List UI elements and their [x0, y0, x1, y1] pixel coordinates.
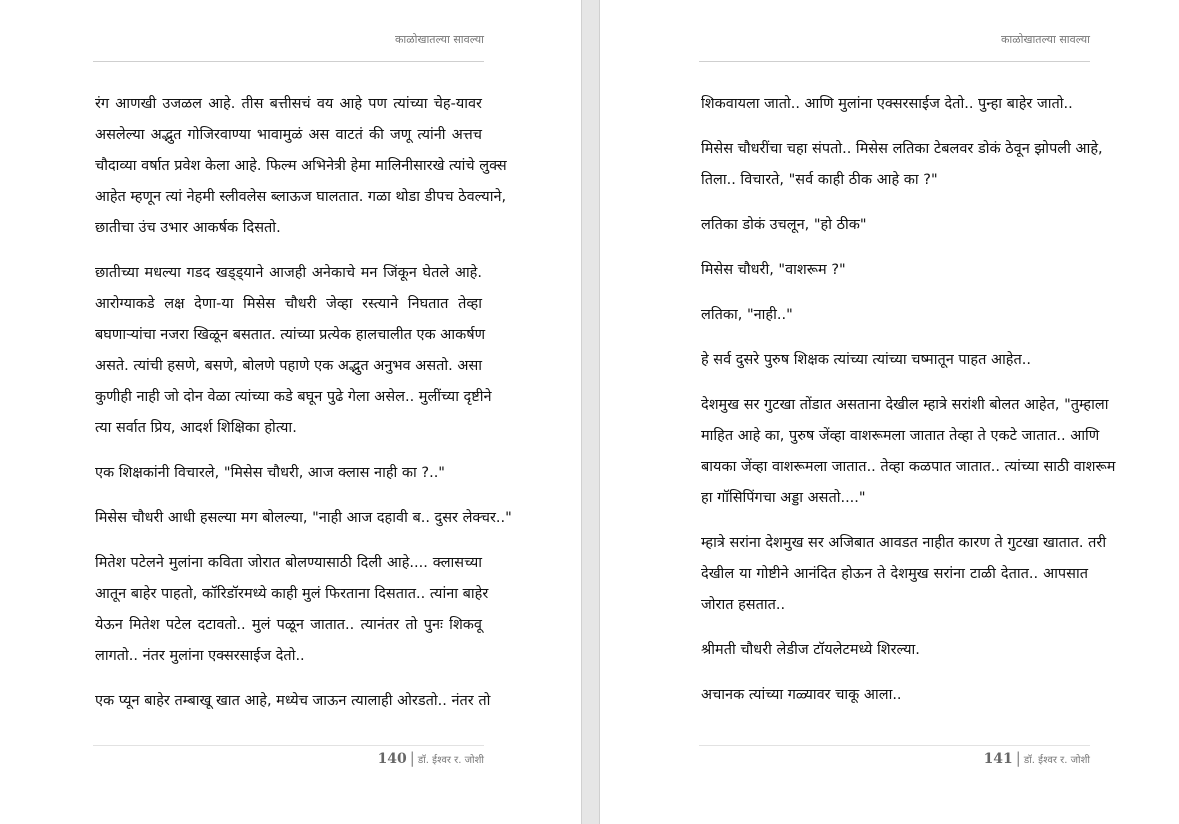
- text-line: शिकवायला जातो.. आणि मुलांना एक्सरसाईज देतो.. पुन्हा बाहेर जातो..: [701, 96, 1073, 112]
- footer-divider: [699, 745, 1090, 746]
- left-page: [0, 0, 581, 824]
- text-line: लागतो.. नंतर मुलांना एक्सरसाईज देतो..: [95, 648, 305, 664]
- text-line: रंग आणखी उजळल आहे. तीस बत्तीसचं वय आहे पण त्यांच्या चेह-यावर: [95, 96, 482, 112]
- running-header: काळोखातल्या सावल्या: [1000, 33, 1090, 46]
- text-line: माहित आहे का, पुरुष जेंव्हा वाशरूमला जातात तेव्हा ते एकटे जातात.. आणि: [701, 428, 1100, 444]
- text-line: एक शिक्षकांनी विचारले, "मिसेस चौधरी, आज क्लास नाही का ?..": [95, 465, 445, 481]
- text-line: हा गॉसिपिंगचा अड्डा असतो....": [701, 490, 866, 506]
- author-name: डॉ. ईश्वर र. जोशी: [417, 755, 484, 766]
- text-line: आरोग्याकडे लक्ष देणा-या मिसेस चौधरी जेव्हा रस्त्याने निघतात तेव्हा: [95, 296, 482, 312]
- text-line: कुणीही नाही जो दोन वेळा त्यांच्या कडे बघून पुढे गेला असेल.. मुलींच्या दृष्टीने: [95, 389, 492, 405]
- paragraph: [701, 303, 1088, 334]
- paragraph: [701, 213, 1088, 244]
- header-divider: [93, 61, 484, 62]
- paragraph: [95, 551, 489, 675]
- paragraph: [95, 92, 507, 247]
- text-line: येऊन मितेश पटेल दटावतो.. मुलं पळून जातात.. त्यानंतर तो पुनः शिकवू: [95, 617, 482, 633]
- text-line: छातीचा उंच उभार आकर्षक दिसतो.: [95, 220, 281, 236]
- text-line: मिसेस चौधरींचा चहा संपतो.. मिसेस लतिका टेबलवर डोकं ठेवून झोपली आहे,: [701, 141, 1103, 157]
- text-line: म्हात्रे सरांना देशमुख सर अजिबात आवडत नाहीत कारण ते गुटखा खातात. तरी: [701, 535, 1107, 551]
- header-divider: [699, 61, 1090, 62]
- footer-divider: [93, 745, 484, 746]
- text-line: बायका जेंव्हा वाशरूमला जातात.. तेव्हा कळपात जातात.. त्यांच्या साठी वाशरूम: [701, 459, 1116, 475]
- right-page: [600, 0, 1179, 824]
- paragraph: [701, 531, 1107, 624]
- text-line: अचानक त्यांच्या गळ्यावर चाकू आला..: [701, 687, 902, 703]
- text-line: आहेत म्हणून त्यां नेहमी स्लीवलेस ब्लाऊज घालतात. गळा थोडा डीपच ठेवल्याने,: [95, 189, 507, 205]
- paragraph: [95, 461, 482, 492]
- text-line: मिसेस चौधरी, "वाशरूम ?": [701, 262, 846, 278]
- page-body: [701, 92, 1116, 728]
- text-line: छातीच्या मधल्या गडद खड्ड्याने आजही अनेकाचे मन जिंकून घेतले आहे.: [95, 265, 482, 281]
- text-line: एक प्यून बाहेर तम्बाखू खात आहे, मध्येच जाऊन त्यालाही ओरडतो.. नंतर तो: [95, 693, 491, 709]
- text-line: देशमुख सर गुटखा तोंडात असताना देखील म्हात्रे सरांशी बोलत आहेत, "तुम्हाला: [701, 397, 1109, 413]
- paragraph: [701, 137, 1103, 199]
- paragraph: [701, 638, 1088, 669]
- text-line: तिला.. विचारते, "सर्व काही ठीक आहे का ?": [701, 172, 938, 188]
- text-line: आतून बाहेर पाहतो, कॉरिडॉरमध्ये काही मुलं फिरताना दिसतात.. त्यांना बाहेर: [95, 586, 489, 602]
- page-number: 141: [983, 751, 1013, 767]
- text-line: चौदाव्या वर्षात प्रवेश केला आहे. फिल्म अभिनेत्री हेमा मालिनीसारखे त्यांचे लुक्स: [95, 158, 507, 174]
- paragraph: [95, 506, 512, 537]
- text-line: जोरात हसतात..: [701, 597, 786, 613]
- text-line: देखील या गोष्टीने आनंदित होऊन ते देशमुख सरांना टाळी देतात.. आपसात: [701, 566, 1088, 582]
- paragraph: [701, 258, 1088, 289]
- text-line: श्रीमती चौधरी लेडीज टॉयलेटमध्ये शिरल्या.: [701, 642, 920, 658]
- page-body: [95, 92, 512, 734]
- text-line: हे सर्व दुसरे पुरुष शिक्षक त्यांच्या त्यांच्या चष्मातून पाहत आहेत..: [701, 352, 1031, 368]
- text-line: लतिका डोकं उचलून, "हो ठीक": [701, 217, 867, 233]
- page-footer: 141 | डॉ. ईश्वर र. जोशी: [983, 749, 1090, 767]
- page-number: 140: [377, 751, 407, 767]
- page-footer: 140 | डॉ. ईश्वर र. जोशी: [377, 749, 484, 767]
- paragraph: [701, 393, 1116, 517]
- text-line: असलेल्या अद्भुत गोजिरवाण्या भावामुळं अस वाटतं की जणू त्यांनी अत्तच: [95, 127, 482, 143]
- paragraph: [701, 348, 1088, 379]
- text-line: मितेश पटेलने मुलांना कविता जोरात बोलण्यासाठी दिली आहे.... क्लासच्या: [95, 555, 482, 571]
- text-line: असते. त्यांची हसणे, बसणे, बोलणे पहाणे एक अद्भुत अनुभव असतो. असा: [95, 358, 482, 374]
- text-line: बघणाऱ्यांचा नजरा खिळून बसतात. त्यांच्या प्रत्येक हालचालीत एक आकर्षण: [95, 327, 486, 343]
- paragraph: [95, 261, 492, 447]
- running-header: काळोखातल्या सावल्या: [394, 33, 484, 46]
- paragraph: [701, 683, 1088, 714]
- page-gutter: [581, 0, 600, 824]
- author-name: डॉ. ईश्वर र. जोशी: [1023, 755, 1090, 766]
- text-line: त्या सर्वात प्रिय, आदर्श शिक्षिका होत्या.: [95, 420, 297, 436]
- text-line: लतिका, "नाही..": [701, 307, 793, 323]
- paragraph: [701, 92, 1088, 123]
- text-line: मिसेस चौधरी आधी हसल्या मग बोलल्या, "नाही आज दहावी ब.. दुसर लेक्चर..": [95, 510, 512, 526]
- paragraph: [95, 689, 491, 720]
